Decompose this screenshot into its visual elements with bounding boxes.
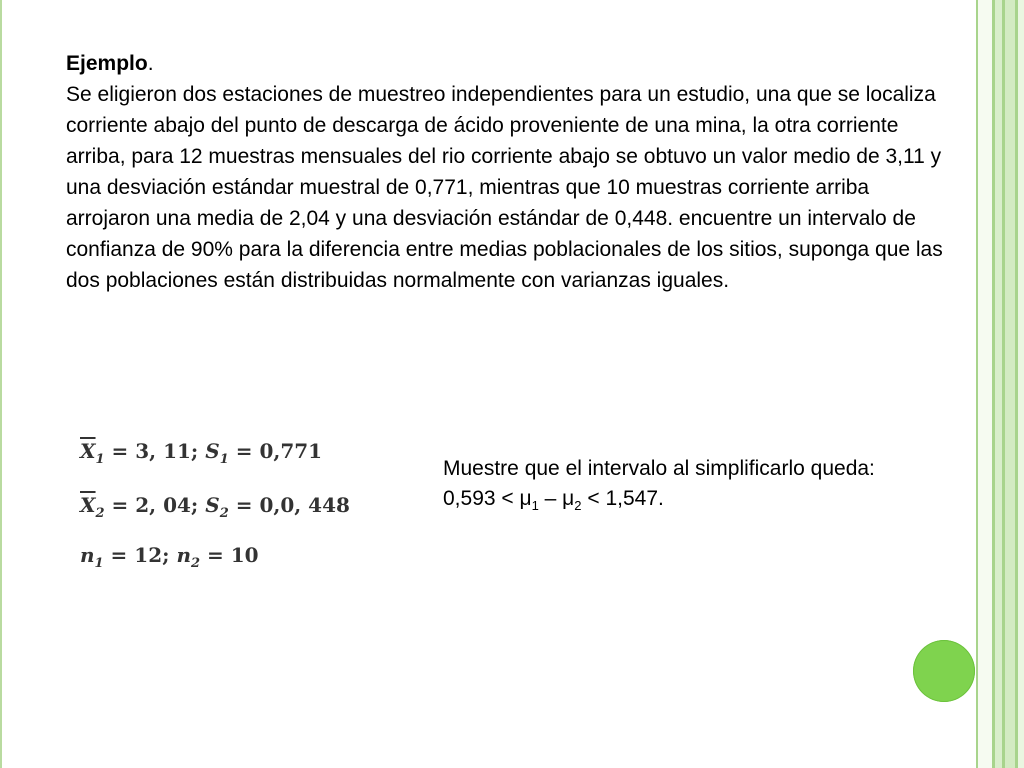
subscript: 2 bbox=[191, 556, 201, 571]
stripe bbox=[1018, 0, 1024, 768]
slide-title bbox=[66, 48, 946, 79]
formula-line-1 bbox=[80, 434, 380, 468]
given-values bbox=[80, 434, 380, 592]
value: = 3, 11; bbox=[104, 439, 206, 463]
result-instruction: Muestre que el intervalo al simplificarlo queda: bbox=[443, 457, 875, 480]
interval-suffix: < 1,547. bbox=[581, 487, 664, 510]
title-text: Ejemplo bbox=[66, 52, 148, 75]
mean-symbol: $\overline{X}$ bbox=[80, 493, 96, 517]
stripe bbox=[978, 0, 992, 768]
result-box bbox=[443, 454, 903, 521]
right-stripes-decoration bbox=[976, 0, 1024, 768]
formula-line-3 bbox=[80, 538, 380, 572]
title-punct: . bbox=[147, 52, 154, 75]
problem-statement: Se eligieron dos estaciones de muestreo independientes para un estudio, una que se localiza corriente abajo del punto de descarga de ácido proveniente de una mina, la otra corriente arriba, para 12 muestras mensuales del rio corriente abajo se obtuvo un valor medio de 3,11 y una desviación estándar muestral de 0,771, mientras que 10 muestras corriente arriba arrojaron una media de 2,04 y una desviación estándar de 0,448. encuentre un intervalo de confianza de 90% para la diferencia entre medias poblacionales de los sitios, suponga que las dos poblaciones están distribuidas normalmente con varianzas iguales. bbox=[66, 83, 943, 292]
subscript: 2 bbox=[95, 506, 105, 521]
value: = 2, 04; bbox=[104, 493, 206, 517]
n-symbol: n bbox=[176, 543, 192, 567]
left-border-decoration bbox=[0, 0, 8, 768]
interval-mid: – μ bbox=[538, 487, 575, 510]
stripe bbox=[995, 0, 1002, 768]
subscript: 1 bbox=[219, 452, 229, 467]
formula-line-2 bbox=[80, 488, 380, 522]
slide-body bbox=[66, 48, 946, 296]
value: = 0,771 bbox=[228, 439, 323, 463]
interval-prefix: 0,593 < μ bbox=[443, 487, 532, 510]
value: = 0,0, 448 bbox=[228, 493, 350, 517]
subscript: 1 bbox=[531, 498, 539, 514]
subscript: 2 bbox=[574, 498, 582, 514]
subscript: 1 bbox=[95, 452, 105, 467]
sd-symbol: S bbox=[205, 493, 220, 517]
subscript: 2 bbox=[219, 506, 229, 521]
green-circle-decoration bbox=[913, 640, 975, 702]
value: = 12; bbox=[103, 543, 177, 567]
subscript: 1 bbox=[94, 556, 104, 571]
value: = 10 bbox=[200, 543, 259, 567]
mean-symbol: $\overline{X}$ bbox=[80, 439, 96, 463]
n-symbol: n bbox=[80, 543, 95, 567]
stripe bbox=[1005, 0, 1015, 768]
sd-symbol: S bbox=[205, 439, 220, 463]
result-interval bbox=[443, 484, 903, 521]
